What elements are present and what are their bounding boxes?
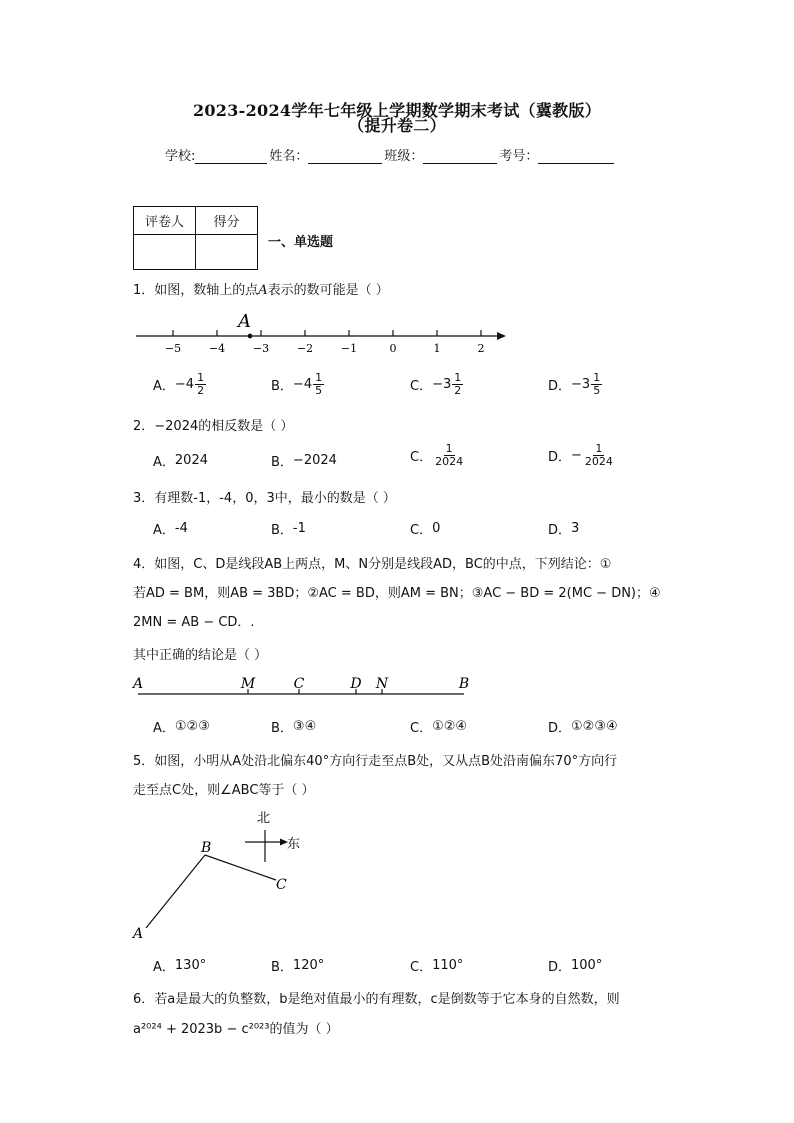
q3-option-b[interactable]: B． -1 [271,521,306,538]
question-6-line-2: a²⁰²⁴ + 2023b − c²⁰²³的值为（ ） [133,1022,339,1037]
segment-point-label: M [240,676,256,692]
q2-options [153,443,753,473]
exam-subtitle: （提升卷二） [348,116,446,135]
point-a-dot [248,334,253,339]
q1-stem: 1．如图，数轴上的点 [133,283,259,298]
score-header: 得分 [196,207,258,235]
class-label: 班级： [384,149,424,164]
segment-point-label: N [375,676,389,692]
q3-options [153,519,753,549]
segment-point-label: B [458,676,470,692]
segment-point-label: A [132,676,144,692]
segment-point-label: D [350,676,362,692]
tick-label: 1 [433,342,441,355]
grader-header: 评卷人 [134,207,196,235]
q3-option-d[interactable]: D． 3 [548,521,580,538]
q5-options [153,956,753,986]
q2-option-c[interactable]: C． $\frac{1}{2024}$ [410,442,464,468]
q5-option-a[interactable]: A． 130° [153,958,207,975]
q3-option-c[interactable]: C． 0 [410,521,441,538]
tick-label: −5 [164,342,182,355]
q2-option-a[interactable]: A． 2024 [153,453,208,470]
question-5-line-1: 5．如图，小明从A处沿北偏东40°方向行走至点B处，又从点B处沿南偏东70°方向行 [133,754,618,769]
tick-label: −2 [296,342,314,355]
tick-label: −1 [340,342,358,355]
q4-option-b[interactable]: B． ③④ [271,719,317,736]
number-label: 考号： [499,149,539,164]
q2-option-b[interactable]: B． −2024 [271,453,337,470]
q1-option-d[interactable]: D． −3 $\frac{1}{5}$ [548,371,601,397]
question-3: 3．有理数-1，-4，0，3中，最小的数是（ ） [133,491,396,506]
question-4-line-2: 若AD = BM，则AB = 3BD；②AC = BD，则AM = BN；③AC − BD = 2(MC − DN)；④ [133,586,661,601]
q4-options [153,717,753,747]
number-line [136,311,506,355]
question-4-line-1: 4．如图，C、D是线段AB上两点，M、N分别是线段AD，BC的中点，下列结论：① [133,557,612,572]
q1-stem-end: 表示的数可能是（ ） [267,283,389,298]
question-2: 2．−2024的相反数是（ ） [133,419,294,434]
segment-point-label: C [293,676,305,692]
q1-option-a[interactable]: A． −4 $\frac{1}{2}$ [153,371,205,397]
q3-option-a[interactable]: A． -4 [153,521,188,538]
tick-label: −4 [208,342,226,355]
label-a: A [133,926,144,942]
tick-label: −3 [252,342,270,355]
q5-option-d[interactable]: D． 100° [548,958,603,975]
q5-option-c[interactable]: C． 110° [410,958,464,975]
tick-label: 2 [477,342,485,355]
direction-figure [131,811,300,942]
q1-option-b[interactable]: B． −4 $\frac{1}{5}$ [271,371,323,397]
q1-options [153,372,753,402]
q2-option-d[interactable]: D． − $\frac{1}{2024}$ [548,442,613,468]
north-label: 北 [257,811,271,826]
question-4-line-4: 其中正确的结论是（ ） [133,648,268,663]
label-c: C [276,877,287,893]
q5-option-b[interactable]: B． 120° [271,958,325,975]
question-5-line-2: 走至点C处，则∠ABC等于（ ） [133,783,315,798]
q4-option-c[interactable]: C． ①②④ [410,719,468,736]
q1-option-c[interactable]: C． −3 $\frac{1}{2}$ [410,371,462,397]
segment-figure [131,676,469,694]
east-label: 东 [287,837,301,852]
school-label: 学校: [165,149,196,164]
name-label: 姓名： [269,149,309,164]
section-heading: 一、单选题 [268,235,334,250]
q1-point: A [258,283,268,298]
question-4-line-3: 2MN = AB − CD．. [133,615,255,630]
point-a-label: A [238,311,251,332]
q4-option-a[interactable]: A． ①②③ [153,719,210,736]
label-b: B [201,840,212,856]
q4-option-d[interactable]: D． ①②③④ [548,719,618,736]
question-6-line-1: 6．若a是最大的负整数，b是绝对值最小的有理数，c是倒数等于它本身的自然数，则 [133,992,620,1007]
tick-label: 0 [389,342,397,355]
exam-title: 2023-2024学年七年级上学期数学期末考试（冀教版） [192,101,602,120]
